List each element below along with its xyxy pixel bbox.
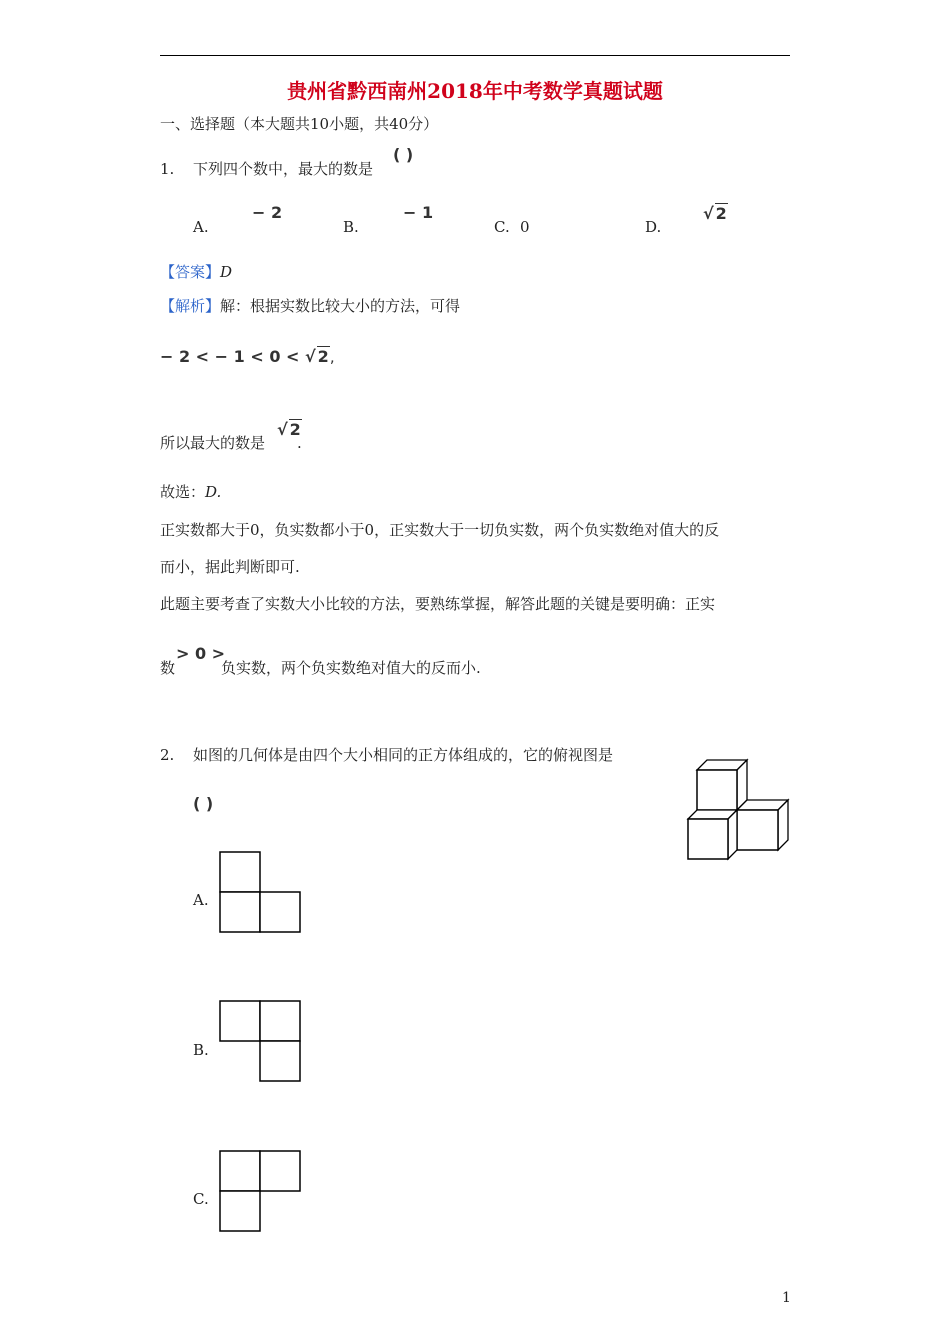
q2-option-a-label: A.: [193, 891, 209, 909]
q1-option-c-label: C.: [494, 218, 510, 236]
sqrt-radicand: 2: [715, 204, 727, 223]
analysis-tag: 【解析】: [160, 297, 221, 315]
q1-analysis: [160, 296, 460, 316]
q2-stem: 如图的几何体是由四个大小相同的正方体组成的，它的俯视图是: [193, 746, 614, 764]
inequality-radicand: 2: [317, 347, 329, 366]
choose-value: D.: [205, 483, 222, 501]
q1-so-period: .: [297, 434, 302, 452]
q1-paren: ( ): [393, 145, 414, 164]
q1-so-text: 所以最大的数是: [160, 434, 266, 452]
section-heading: 一、选择题（本大题共10小题，共40分）: [160, 115, 439, 133]
q1-number: 1.: [160, 160, 175, 178]
q1-option-d-value: √ 2: [703, 204, 727, 223]
q1-so-math: √ 2: [277, 420, 301, 439]
q1-option-b-label: B.: [343, 218, 359, 236]
analysis-text: 解：根据实数比较大小的方法，可得: [220, 297, 461, 315]
q2-option-c-label: C.: [193, 1190, 209, 1208]
q1-paragraph-4-end: 负实数，两个负实数绝对值大的反而小.: [221, 659, 481, 677]
inequality-comma: ,: [329, 348, 335, 366]
page-number: 1: [782, 1290, 791, 1306]
answer-tag: 【答案】: [160, 263, 221, 281]
q1-option-d-label: D.: [645, 218, 662, 236]
q2-option-c-figure: [219, 1150, 302, 1233]
q2-paren: ( ): [193, 794, 214, 813]
q1-option-a-value: − 2: [252, 203, 283, 222]
q2-option-a-figure: [219, 851, 302, 934]
q1-stem: 下列四个数中，最大的数是: [193, 160, 374, 178]
q1-inequality: − 2 < − 1 < 0 < √ 2,: [160, 347, 335, 366]
q1-option-a-label: A.: [193, 218, 209, 236]
q2-solid-figure: [680, 755, 795, 865]
q1-paragraph-2: 而小，据此判断即可.: [160, 558, 300, 576]
q2-option-b-label: B.: [193, 1041, 209, 1059]
q2-option-b-figure: [219, 1000, 302, 1083]
answer-value: D: [220, 263, 233, 281]
q1-option-c-value: 0: [520, 218, 530, 236]
so-radicand: 2: [289, 420, 301, 439]
header-rule: [160, 55, 790, 56]
q2-number: 2.: [160, 746, 175, 764]
q1-paragraph-3: 此题主要考查了实数大小比较的方法，要熟练掌握，解答此题的关键是要明确：正实: [160, 595, 716, 613]
q1-paragraph-4-math: > 0 >: [176, 644, 226, 663]
q1-choose: [160, 482, 221, 502]
inequality-chain: − 2 < − 1 < 0 <: [160, 347, 300, 366]
q1-paragraph-4-start: 数: [160, 659, 176, 677]
q1-answer: [160, 262, 232, 282]
q1-option-b-value: − 1: [403, 203, 434, 222]
page-title: 贵州省黔西南州2018年中考数学真题试题: [287, 79, 663, 103]
choose-text: 故选：: [160, 483, 206, 501]
q1-paragraph-1: 正实数都大于0，负实数都小于0，正实数大于一切负实数，两个负实数绝对值大的反: [160, 521, 720, 539]
